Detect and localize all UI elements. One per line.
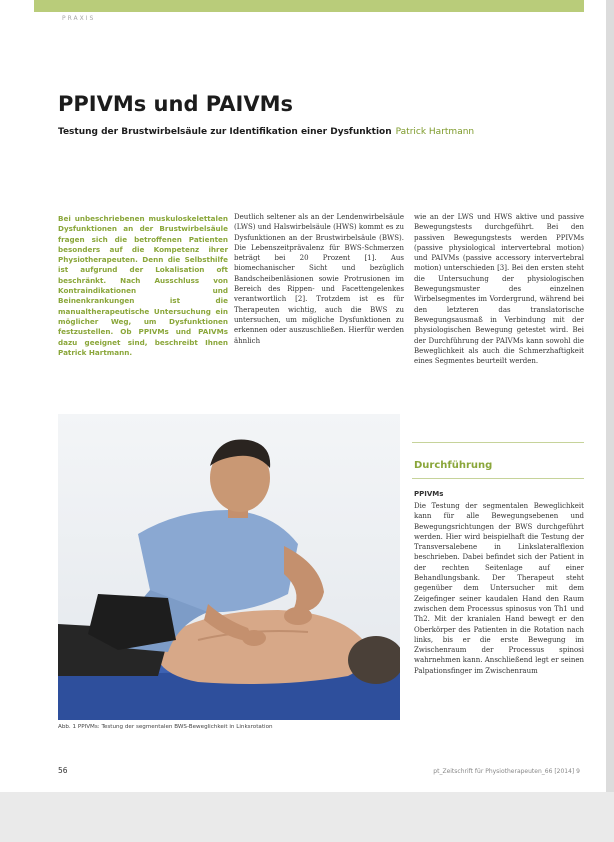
article-lead: Bei unbeschriebenen muskuloskelettalen Dysfunktionen an der Brustwirbelsäule fragen sich die betroffenen Patienten besonders auf die Kompetenz ihrer Physiotherapeuten. Denn die Selbsthilfe ist aufgrund der Lokalisation oft beschränkt. Nach Ausschluss von Kontraindikationen und Beinenkrankungen ist die manualtherapeutische Untersuchung ein möglicher Weg, um Dysfunktionen festzustellen. Ob PPIVMs und PAIVMs dazu geeignet sind, beschreibt Ihnen Patrick Hartmann. (58, 214, 228, 357)
journal-footer: pt_Zeitschrift für Physiotherapeuten_66 [2014] 9 (433, 768, 580, 775)
article-title: PPIVMs und PAIVMs (58, 92, 293, 116)
scan-bottom-band (0, 792, 614, 842)
section-tag: PRAXIS (62, 15, 96, 22)
section-heading: Durchführung (414, 460, 493, 471)
photo-caption: Abb. 1 PPIVMs: Testung der segmentalen BWS-Beweglichkeit in Linksrotation (58, 724, 273, 730)
section-color-bar (34, 0, 584, 12)
article-subtitle (58, 127, 474, 137)
body-column-2: Deutlich seltener als an der Lendenwirbelsäule (LWS) und Halswirbelsäule (HWS) kommt es zu Dysfunktionen an der Brustwirbelsäule (BWS). Die Lebenszeitprävalenz für BWS-Schmerzen beträgt bei 20 Prozent [1]. Aus biomechanischer Sicht und bezüglich Bandscheibenläsionen sowie Protrusionen im Bereich des Rippen- und Facettengelenkes verantwortlich [2]. Trotzdem ist es für Therapeuten wichtig, auch die BWS zu untersuchen, um mögliche Dysfunktionen zu erkennen oder auszuschließen. Hierfür werden ähnlich (234, 213, 404, 345)
body-column-3: wie an der LWS und HWS aktive und passive Bewegungstests durchgeführt. Bei den passiven Bewegungstests werden PPIVMs (passive physiological intervertebral motion) und PAIVMs (passive accessory intervertebral motion) unterschieden [3]. Bei den ersten steht die Untersuchung der physiologischen Bewegungsmuster des einzelnen Wirbelsegmentes im Vordergrund, während bei den letzteren das translatorische Bewegungsausmaß in Verbindung mit der physiologischen Bewegung getestet wird. Bei der Durchführung der PAIVMs kann sowohl die Beweglichkeit als auch die Schmerzhaftigkeit eines Segmentes beurteilt werden. (414, 213, 584, 366)
sub-heading: PPIVMs (414, 490, 444, 498)
section-rule-top (412, 442, 584, 443)
subtitle-text: Testung der Brustwirbelsäule zur Identifikation einer Dysfunktion (58, 127, 392, 137)
article-author: Patrick Hartmann (395, 127, 475, 137)
section-rule-bottom (412, 478, 584, 479)
article-photo (58, 414, 400, 720)
scan-edge (606, 0, 614, 842)
body-column-3-continued: Die Testung der segmentalen Beweglichkeit kann für alle Bewegungsebenen und Bewegungsrichtungen der BWS durchgeführt werden. Hier wird beispielhaft die Testung der Transversalebene in Linkslateralflexion beschrieben. Dabei befindet sich der Patient in der rechten Seitenlage auf einer Behandlungsbank. Der Therapeut steht gegenüber dem Untersucher mit dem Zeigefinger seiner kaudalen Hand den Raum zwischen dem Processus spinosus von Th1 und Th2. Mit der kranialen Hand bewegt er den Oberkörper des Patienten in die Rotation nach links, bis er die erste Bewegung im Zwischenraum der Processus spinosi wahrnehmen kann. Anschließend legt er seinen Palpationsfinger im Zwischenraum (414, 502, 584, 675)
page-number: 56 (58, 766, 68, 775)
therapy-photo-illustration (58, 414, 400, 720)
